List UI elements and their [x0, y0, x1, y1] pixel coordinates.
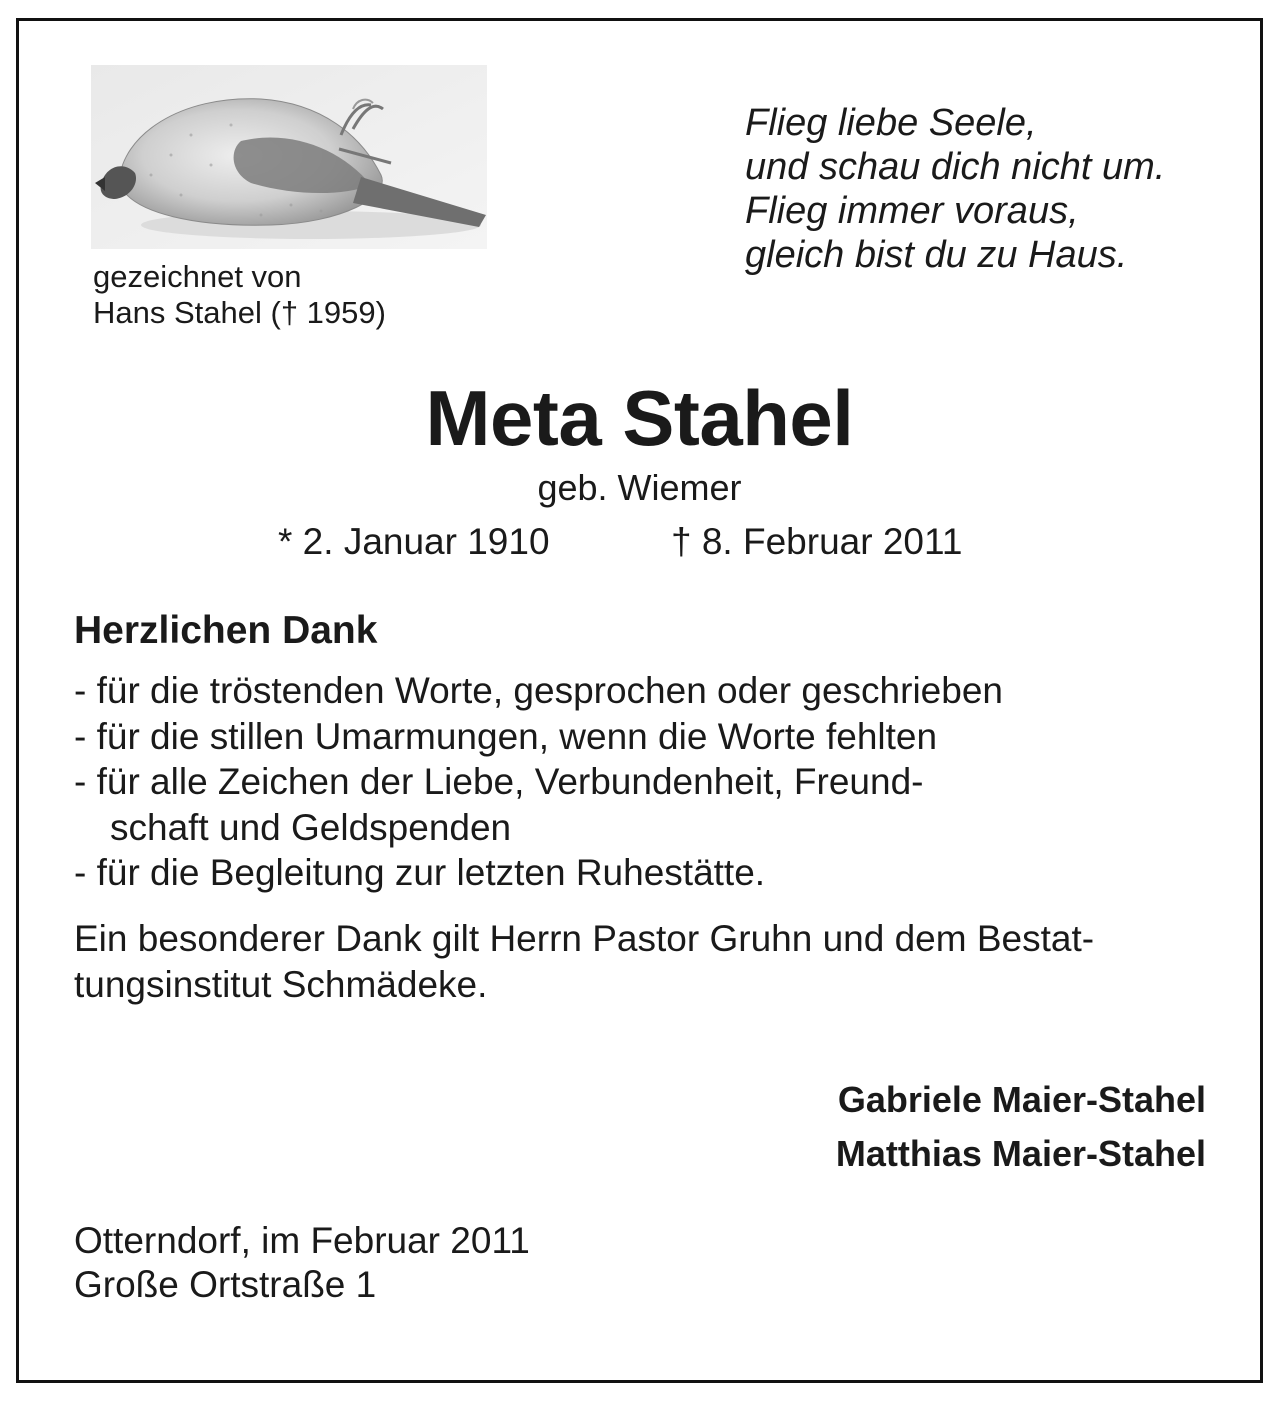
maiden-name: geb. Wiemer [537, 467, 742, 508]
poem-line: Flieg immer voraus, [745, 190, 1079, 232]
drawing-caption [93, 259, 386, 331]
address: Große Ortstraße 1 [74, 1264, 377, 1305]
obituary-card [16, 18, 1263, 1383]
special-thanks-line: tungsinstitut Schmädeke. [74, 964, 488, 1005]
poem-line: und schau dich nicht um. [745, 146, 1166, 188]
poem-line: Flieg liebe Seele, [745, 102, 1037, 144]
deceased-name: Meta Stahel [425, 374, 854, 462]
signatures [836, 1073, 1206, 1181]
signature-name: Gabriele Maier-Stahel [837, 1079, 1206, 1120]
thanks-item: - für die Begleitung zur letzten Ruhestätte. [74, 852, 766, 893]
caption-line: gezeichnet von [93, 259, 302, 294]
birth-date: * 2. Januar 1910 [278, 521, 550, 562]
place-date: Otterndorf, im Februar 2011 [74, 1220, 530, 1261]
special-thanks-line: Ein besonderer Dank gilt Herrn Pastor Gruhn und dem Bestat- [74, 918, 1095, 959]
poem [745, 101, 1165, 277]
thanks-item: - für alle Zeichen der Liebe, Verbundenheit, Freund- [74, 761, 924, 802]
place-and-address [74, 1219, 530, 1307]
death-date: † 8. Februar 2011 [671, 521, 963, 562]
poem-line: gleich bist du zu Haus. [745, 234, 1128, 276]
thanks-list [74, 668, 1003, 896]
signature-name: Matthias Maier-Stahel [835, 1133, 1206, 1174]
special-thanks [74, 916, 1094, 1008]
bird-drawing-icon [91, 65, 487, 249]
thanks-heading: Herzlichen Dank [74, 609, 378, 652]
thanks-item-continuation: schaft und Geldspenden [110, 806, 512, 848]
thanks-item: - für die stillen Umarmungen, wenn die Worte fehlten [74, 715, 938, 757]
thanks-item: - für die tröstenden Worte, gesprochen oder geschrieben [74, 670, 1003, 711]
caption-line: Hans Stahel († 1959) [93, 295, 386, 330]
